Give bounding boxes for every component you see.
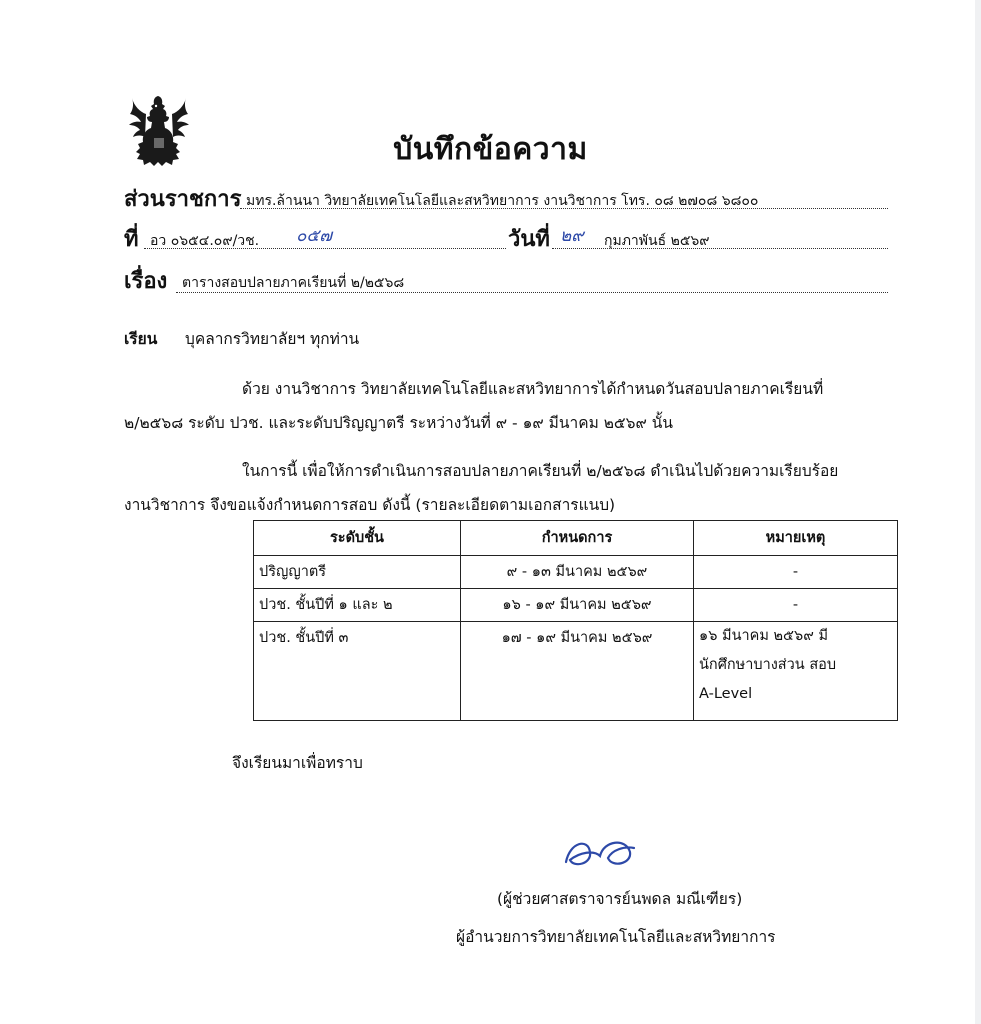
- signatory-position: ผู้อำนวยการวิทยาลัยเทคโนโลยีและสหวิทยาการ: [456, 928, 776, 946]
- agency-label: ส่วนราชการ: [124, 187, 242, 212]
- to-label: เรียน: [124, 330, 158, 348]
- date-value: กุมภาพันธ์ ๒๕๖๙: [604, 233, 710, 249]
- table-header-row: [254, 521, 898, 556]
- cell-schedule: ๑๖ - ๑๙ มีนาคม ๒๕๖๙: [461, 589, 694, 622]
- date-label: วันที่: [508, 227, 550, 252]
- column-header-note: หมายเหตุ: [694, 521, 898, 556]
- cell-note: -: [694, 556, 898, 589]
- document-title: บันทึกข้อความ: [393, 132, 588, 167]
- ref-value: อว ๐๖๕๔.๐๙/วช.: [150, 233, 260, 249]
- date-handwritten-day: ๒๙: [560, 226, 584, 246]
- signatory-name: (ผู้ช่วยศาสตราจารย์นพดล มณีเฑียร): [497, 890, 743, 908]
- cell-level: ปวช. ชั้นปีที่ ๑ และ ๒: [254, 589, 461, 622]
- cell-note: [694, 622, 898, 721]
- column-header-level: ระดับชั้น: [254, 521, 461, 556]
- table-row: [254, 556, 898, 589]
- note-line: นักศึกษาบางส่วน สอบ: [699, 657, 837, 673]
- date-dotted-line: [552, 248, 888, 249]
- cell-note: -: [694, 589, 898, 622]
- to-value: บุคลากรวิทยาลัยฯ ทุกท่าน: [185, 330, 360, 348]
- para2-line2: งานวิชาการ จึงขอแจ้งกำหนดการสอบ ดังนี้ (รายละเอียดตามเอกสารแนบ): [124, 496, 616, 514]
- table-row: [254, 589, 898, 622]
- para1-line1: ด้วย งานวิชาการ วิทยาลัยเทคโนโลยีและสหวิทยาการได้กำหนดวันสอบปลายภาคเรียนที่: [242, 380, 824, 398]
- column-header-schedule: กำหนดการ: [461, 521, 694, 556]
- note-line: A-Level: [699, 686, 753, 702]
- para1-line2: ๒/๒๕๖๘ ระดับ ปวช. และระดับปริญญาตรี ระหว่างวันที่ ๙ - ๑๙ มีนาคม ๒๕๖๙ นั้น: [124, 414, 673, 432]
- cell-level: ปริญญาตรี: [254, 556, 461, 589]
- subject-value: ตารางสอบปลายภาคเรียนที่ ๒/๒๕๖๘: [182, 275, 405, 291]
- agency-value: มทร.ล้านนา วิทยาลัยเทคโนโลยีและสหวิทยาการ งานวิชาการ โทร. ๐๘ ๒๗๐๘ ๖๘๐๐: [246, 193, 759, 209]
- cell-schedule: ๑๗ - ๑๙ มีนาคม ๒๕๖๙: [461, 622, 694, 721]
- note-line: ๑๖ มีนาคม ๒๕๖๙ มี: [699, 628, 829, 644]
- table-row: [254, 622, 898, 721]
- cell-schedule: ๙ - ๑๓ มีนาคม ๒๕๖๙: [461, 556, 694, 589]
- ref-label: ที่: [124, 227, 139, 252]
- exam-schedule-table: [253, 520, 898, 721]
- handwritten-signature: [560, 832, 640, 872]
- closing-text: จึงเรียนมาเพื่อทราบ: [232, 754, 363, 772]
- subject-label: เรื่อง: [124, 269, 168, 294]
- para2-line1: ในการนี้ เพื่อให้การดำเนินการสอบปลายภาคเรียนที่ ๒/๒๕๖๘ ดำเนินไปด้วยความเรียบร้อย: [242, 462, 839, 480]
- ref-handwritten-number: ๐๕๗: [296, 226, 333, 246]
- cell-level: ปวช. ชั้นปีที่ ๓: [254, 622, 461, 721]
